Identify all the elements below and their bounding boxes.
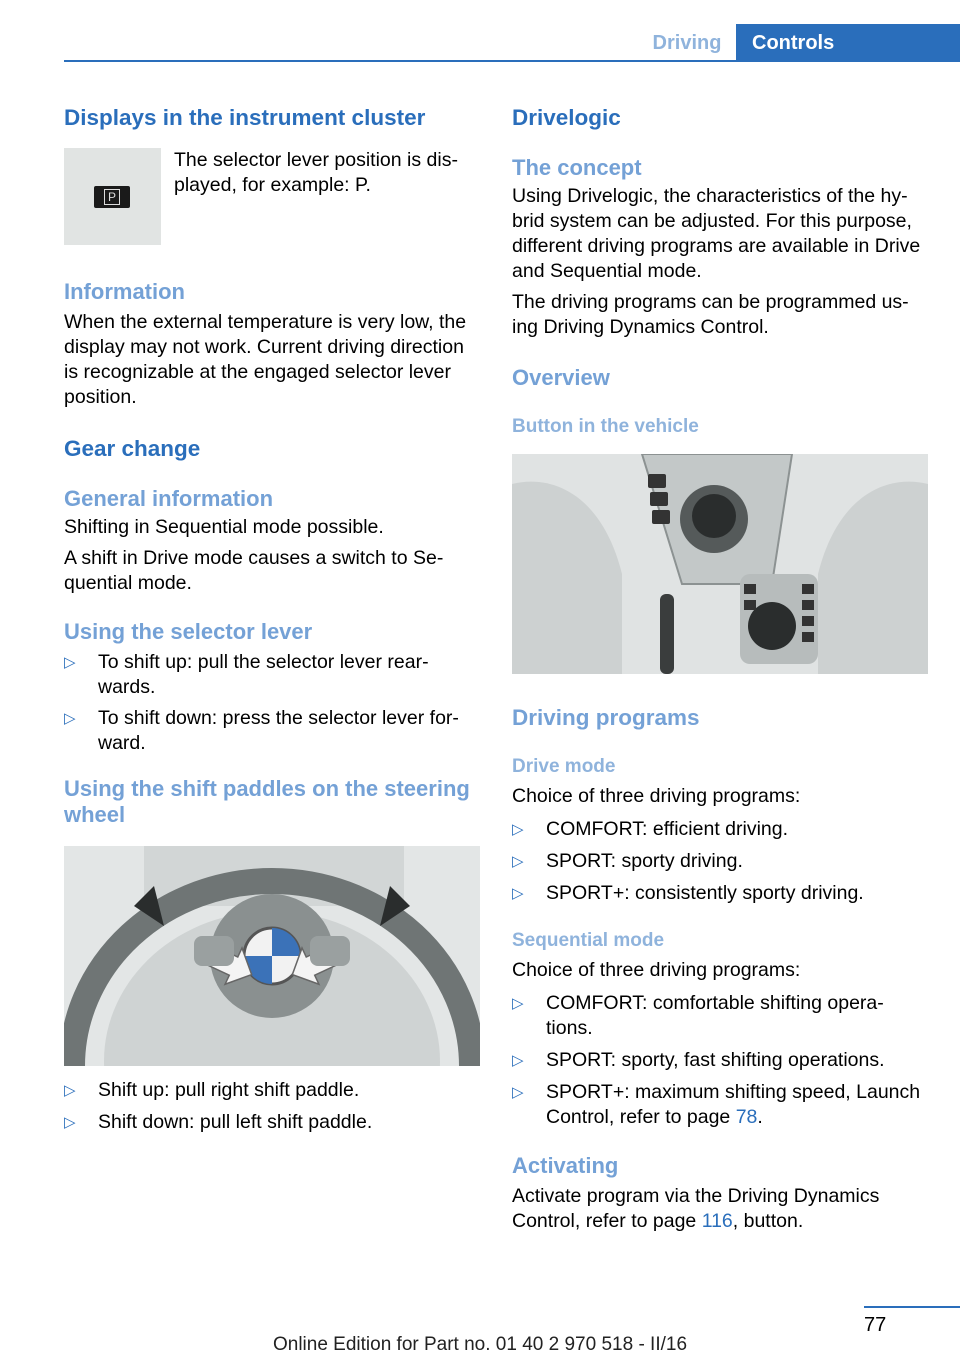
steering-wheel-image [64, 846, 480, 1066]
activating-heading: Activating [512, 1153, 619, 1178]
display-p-screen [94, 186, 130, 208]
list-item-text: COMFORT: comfortable shifting opera- tions. [546, 992, 884, 1039]
activating-text-pre: Activate program via the Driving Dynamics Control, refer to page [512, 1185, 880, 1232]
concept-p1: Using Drivelogic, the characteristics of the hy- brid system can be adjusted. For this purpose, different driving programs are available in Drive and Sequential mode. [512, 185, 921, 282]
drive-mode-heading: Drive mode [512, 756, 616, 777]
general-information-heading: General information [64, 486, 274, 511]
concept-heading: The concept [512, 155, 642, 180]
triangle-right-icon: ▷ [512, 1052, 524, 1069]
left-column [64, 100, 480, 1135]
concept-p2: The driving programs can be programmed us- ing Driving Dynamics Control. [512, 291, 909, 338]
list-item-text: COMFORT: efficient driving. [546, 818, 789, 840]
selector-lever-heading: Using the selector lever [64, 619, 313, 644]
selector-position-display-image [64, 148, 161, 245]
list-item-text: SPORT: sporty, fast shifting operations. [546, 1049, 885, 1071]
list-item-text: Shift down: pull left shift paddle. [98, 1111, 373, 1133]
list-item [512, 817, 928, 842]
header-tab-controls[interactable] [736, 24, 960, 62]
sequential-mode-list [512, 991, 928, 1130]
drivelogic-heading: Drivelogic [512, 105, 621, 130]
list-item [512, 881, 928, 906]
list-item [512, 991, 928, 1041]
p-symbol: P [104, 189, 120, 205]
list-item-text: To shift down: press the selector lever for- ward. [98, 707, 459, 754]
center-console-illustration [512, 454, 928, 674]
displays-text: The selector lever position is dis- played, for example: P. [174, 149, 458, 196]
page-number-rule [864, 1306, 960, 1308]
list-item-text: SPORT+: maximum shifting speed, Launch Control, refer to page [546, 1081, 921, 1128]
button-vehicle-heading: Button in the vehicle [512, 416, 699, 437]
sequential-mode-heading: Sequential mode [512, 930, 665, 951]
activating-text [512, 1184, 928, 1234]
list-item-text: SPORT+: consistently sporty driving. [546, 882, 864, 904]
page-116-link[interactable]: 116 [701, 1210, 733, 1232]
triangle-right-icon: ▷ [512, 995, 524, 1012]
header-rule [64, 60, 960, 62]
information-heading: Information [64, 279, 185, 304]
activating-text-post: , button. [732, 1210, 804, 1232]
list-item [64, 1078, 480, 1103]
triangle-right-icon: ▷ [64, 1114, 76, 1131]
list-item-suffix: . [757, 1106, 763, 1128]
list-item-text: SPORT: sporty driving. [546, 850, 743, 872]
triangle-right-icon: ▷ [512, 885, 524, 902]
gear-change-heading: Gear change [64, 436, 201, 461]
triangle-right-icon: ▷ [512, 1084, 524, 1101]
list-item [512, 849, 928, 874]
list-item [64, 650, 480, 700]
selector-lever-list [64, 650, 480, 756]
steering-wheel-illustration [64, 846, 480, 1066]
center-console-image [512, 454, 928, 674]
displays-block [64, 134, 480, 246]
displays-heading: Displays in the instrument cluster [64, 105, 426, 130]
general-info-p2: A shift in Drive mode causes a switch to Se- quential mode. [64, 547, 444, 594]
sequential-intro: Choice of three driving programs: [512, 959, 801, 981]
list-item [512, 1080, 928, 1130]
general-info-p1: Shifting in Sequential mode possible. [64, 516, 384, 538]
triangle-right-icon: ▷ [512, 853, 524, 870]
header-tab-driving[interactable]: Driving [652, 32, 722, 54]
right-column [512, 100, 928, 1234]
triangle-right-icon: ▷ [64, 710, 76, 727]
edition-footer: Online Edition for Part no. 01 40 2 970 518 - II/16 [272, 1334, 688, 1355]
drive-mode-intro: Choice of three driving programs: [512, 785, 801, 807]
shift-paddles-heading: Using the shift paddles on the steering wheel [64, 776, 470, 827]
list-item [64, 706, 480, 756]
page-78-link[interactable]: 78 [735, 1106, 758, 1128]
shift-paddles-list [64, 1078, 480, 1135]
triangle-right-icon: ▷ [64, 1082, 76, 1099]
drive-mode-list [512, 817, 928, 906]
page-number: 77 [864, 1314, 887, 1336]
list-item [512, 1048, 928, 1073]
header-tab-controls-label: Controls [752, 32, 835, 54]
driving-programs-heading: Driving programs [512, 705, 700, 730]
list-item [64, 1110, 480, 1135]
triangle-right-icon: ▷ [64, 654, 76, 671]
list-item-text: To shift up: pull the selector lever rear- wards. [98, 651, 429, 698]
information-text: When the external temperature is very low, the display may not work. Current driving direction is recognizable at the engaged selector lever position. [64, 311, 467, 408]
list-item-text: Shift up: pull right shift paddle. [98, 1079, 360, 1101]
triangle-right-icon: ▷ [512, 821, 524, 838]
overview-heading: Overview [512, 365, 610, 390]
